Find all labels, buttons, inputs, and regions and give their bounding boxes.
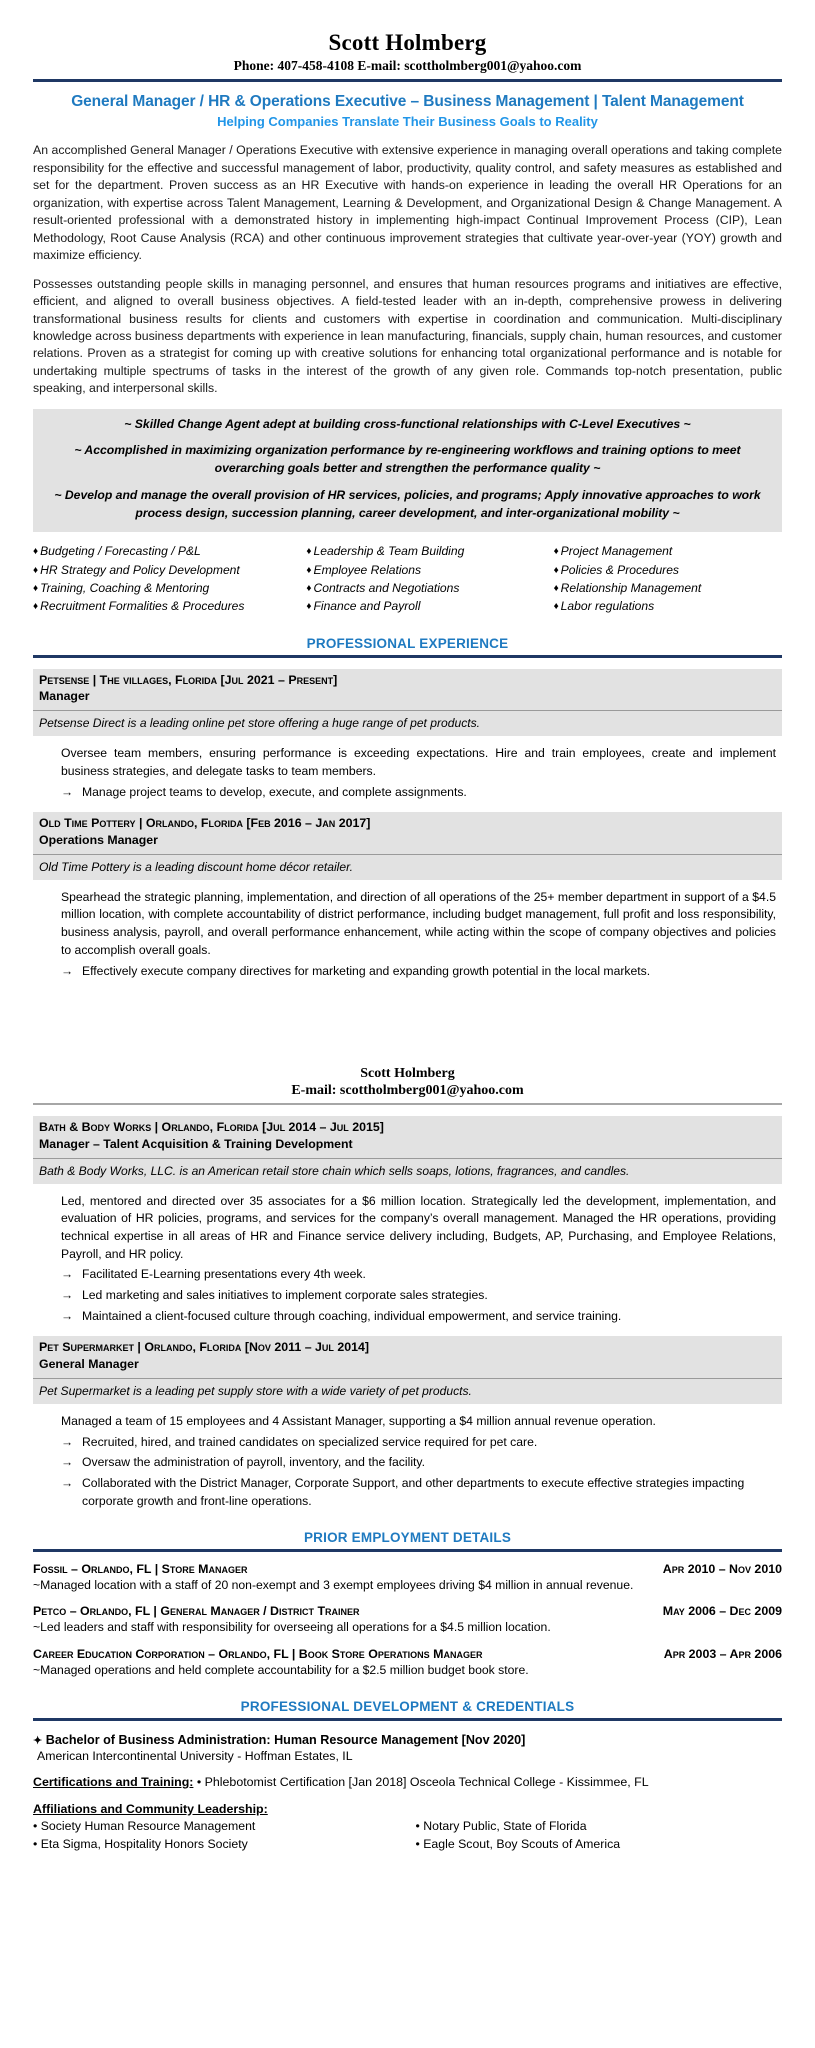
summary-paragraph-1: An accomplished General Manager / Operations Executive with extensive experience in managing overall operations and taking complete responsibility for the effective and successful management of labor, productivity, quality control, and safety measures as established and set for the department. Proven success as an HR Executive with hands-on experience in leading the overall HR Operations for an organization, with expertise across Talent Management, Learning & Development, and Organizational Design & Change Management. A result-oriented professional with a demonstrated history in implementing high-impact Continual Improvement Process (CIP), Lean Methodology, Root Cause Analysis (RCA) and other continuous improvement strategies that cultivate year-over-year (YOY) growth and maximize efficiency.	[33, 143, 782, 263]
competency-label: Relationship Management	[560, 580, 702, 595]
competency-item	[33, 597, 306, 615]
bullet-dot-icon: ♦	[553, 601, 559, 613]
page-two-running-header	[33, 1066, 782, 1099]
page-two-name: Scott Holmberg	[360, 1066, 455, 1082]
bullet-dot-icon: ♦	[553, 546, 559, 558]
affiliation-item: • Eta Sigma, Hospitality Honors Society	[33, 1837, 248, 1852]
prior-employment-title: Fossil – Orlando, FL | Store Manager	[33, 1562, 248, 1577]
arrow-right-icon: →	[61, 1434, 74, 1449]
prior-employment-row	[33, 1562, 782, 1576]
job-bullets	[61, 1434, 776, 1511]
competency-label: Project Management	[560, 544, 673, 559]
section-divider	[33, 655, 782, 658]
competency-item	[33, 542, 306, 560]
competency-item	[306, 561, 553, 579]
highlight-statement: ~ Accomplished in maximizing organization performance by re-engineering workflows and training options to meet overarching goals better and strengthen the performance quality ~	[74, 443, 741, 476]
job-description: Spearhead the strategic planning, implementation, and direction of all operations of the 25+ member department in support of a $4.5 million location, with complete accountability of district performance, including budget management, full profit and loss responsibility, business analysis, payroll, and overall performance enhancement, while acting within the scope of company objectives and policies to accomplish overall goals.	[61, 889, 776, 957]
competency-label: Finance and Payroll	[313, 599, 421, 614]
bullet-dot-icon: ♦	[33, 582, 39, 594]
job-bullets	[61, 1266, 776, 1325]
prior-employment-entry	[33, 1604, 782, 1636]
job-company-blurb: Petsense Direct is a leading online pet store offering a huge range of pet products.	[33, 710, 782, 736]
job-company-blurb: Pet Supermarket is a leading pet supply store with a wide variety of pet products.	[33, 1378, 782, 1404]
bullet-dot-icon: ♦	[306, 546, 312, 558]
candidate-name: Scott Holmberg	[328, 30, 487, 55]
degree-line	[33, 1733, 782, 1747]
competency-label: Budgeting / Forecasting / P&L	[40, 544, 201, 559]
section-divider	[33, 1718, 782, 1721]
competency-item	[33, 579, 306, 597]
prior-employment-dates: May 2006 – Dec 2009	[662, 1604, 782, 1619]
job-organization: Bath & Body Works | Orlando, Florida [Jul 2014 – Jul 2015]	[39, 1120, 384, 1135]
job-entry	[33, 1116, 782, 1325]
competency-column-2	[306, 542, 553, 616]
affiliation-item: • Society Human Resource Management	[33, 1818, 256, 1833]
page-two-divider	[33, 1103, 782, 1105]
job-header	[33, 1116, 782, 1157]
professional-summary	[33, 142, 782, 397]
competency-column-3	[554, 542, 782, 616]
arrow-right-icon: →	[61, 1288, 74, 1303]
job-bullet-text: Led marketing and sales initiatives to implement corporate sales strategies.	[82, 1288, 488, 1303]
summary-paragraph-2: Possesses outstanding people skills in managing personnel, and ensures that human resources programs and initiatives are effective, efficient, and aligned to overall business objectives. A field-tested leader with an in-depth, comprehensive prowess in delivering transformational business results for clients and customers with expertise in coordination and communication. Multi-disciplinary knowledge across business departments with experience in lean manufacturing, financials, supply chain, human resources, and customer relations. Proven as a strategist for coming up with creative solutions for enhancing total organizational performance and is notable for undertaking multiple spectrums of tasks in the interest of the growth of any given role. Commands top-notch presentation, public speaking, and interpersonal skills.	[33, 276, 782, 396]
bullet-dot-icon: ♦	[306, 582, 312, 594]
job-bullet	[61, 1454, 776, 1472]
job-body	[33, 880, 782, 980]
job-role: Operations Manager	[39, 832, 158, 847]
job-bullet-text: Manage project teams to develop, execute, and complete assignments.	[82, 784, 467, 799]
bullet-dot-icon: ♦	[553, 582, 559, 594]
affiliations-column-right	[408, 1817, 791, 1854]
school-name: American Intercontinental University - Hoffman Estates, IL	[37, 1748, 353, 1763]
prior-employment-description: ~Led leaders and staff with responsibility for overseeing all operations for a $4.5 million location.	[33, 1620, 551, 1635]
section-heading-professional-experience: PROFESSIONAL EXPERIENCE	[306, 635, 509, 651]
credentials-block	[33, 1733, 782, 1854]
job-bullet-text: Oversaw the administration of payroll, inventory, and the facility.	[82, 1455, 425, 1470]
arrow-right-icon: →	[61, 963, 74, 978]
affiliation-item: • Eagle Scout, Boy Scouts of America	[415, 1837, 621, 1852]
job-company-blurb: Old Time Pottery is a leading discount home décor retailer.	[33, 854, 782, 880]
job-bullets	[61, 963, 776, 981]
job-header	[33, 812, 782, 853]
prior-employment-entry	[33, 1647, 782, 1679]
job-bullet	[61, 1434, 776, 1452]
degree-text: Bachelor of Business Administration: Human Resource Management [Nov 2020]	[45, 1732, 526, 1747]
job-role: General Manager	[39, 1356, 139, 1371]
job-role: Manager – Talent Acquisition & Training Development	[39, 1136, 353, 1151]
competency-column-1	[33, 542, 306, 616]
resume-header	[33, 0, 782, 74]
competency-label: Recruitment Formalities & Procedures	[40, 599, 245, 614]
prior-employment-row	[33, 1604, 782, 1618]
job-header	[33, 1336, 782, 1377]
bullet-dot-icon: ♦	[33, 564, 39, 576]
job-body	[33, 736, 782, 801]
page-two-email: E-mail: scottholmberg001@yahoo.com	[291, 1083, 524, 1099]
bullet-dot-icon: ♦	[553, 564, 559, 576]
affiliations-column-left	[33, 1817, 408, 1854]
job-organization: Old Time Pottery | Orlando, Florida [Feb 2016 – Jan 2017]	[39, 816, 371, 831]
job-role: Manager	[39, 689, 90, 704]
job-description: Oversee team members, ensuring performance is exceeding expectations. Hire and train employees, create and implement business strategies, and delegate tasks to team members.	[61, 746, 776, 778]
highlight-statement: ~ Skilled Change Agent adept at building cross-functional relationships with C-Level Executives ~	[124, 416, 691, 431]
competency-item	[33, 561, 306, 579]
job-body	[33, 1184, 782, 1326]
job-company-blurb: Bath & Body Works, LLC. is an American retail store chain which sells soaps, lotions, fragrances, and candles.	[33, 1158, 782, 1184]
prior-employment-description: ~Managed location with a staff of 20 non-exempt and 3 exempt employees driving $4 million in annual revenue.	[33, 1578, 634, 1593]
job-header	[33, 669, 782, 710]
job-bullets	[61, 784, 776, 802]
highlight-statement: ~ Develop and manage the overall provision of HR services, policies, and programs; Apply innovative approaches to work process design, succession planning, career development, and inter-organizational mobility ~	[54, 487, 761, 520]
competency-item	[306, 579, 553, 597]
job-bullet	[61, 784, 776, 802]
section-divider	[33, 1549, 782, 1552]
job-bullet-text: Maintained a client-focused culture through coaching, individual empowerment, and service training.	[82, 1308, 622, 1323]
job-organization: Pet Supermarket | Orlando, Florida [Nov 2011 – Jul 2014]	[39, 1340, 370, 1355]
job-entry	[33, 1336, 782, 1510]
competency-label: Policies & Procedures	[560, 562, 679, 577]
job-body	[33, 1404, 782, 1510]
prior-employment-title: Petco – Orlando, FL | General Manager / District Trainer	[33, 1604, 360, 1619]
competency-label: Employee Relations	[313, 562, 422, 577]
highlight-statements	[33, 409, 782, 532]
competency-item	[306, 597, 553, 615]
job-bullet-text: Effectively execute company directives for marketing and expanding growth potential in the local markets.	[82, 963, 651, 978]
certifications-label: Certifications and Training:	[33, 1774, 194, 1789]
prior-employment-title: Career Education Corporation – Orlando, FL | Book Store Operations Manager	[33, 1646, 483, 1661]
affiliations-label: Affiliations and Community Leadership:	[33, 1801, 268, 1816]
professional-headline: General Manager / HR & Operations Executive – Business Management | Talent Management	[71, 93, 744, 111]
header-divider	[33, 79, 782, 82]
bullet-dot-icon: ♦	[306, 564, 312, 576]
candidate-contact: Phone: 407-458-4108 E-mail: scottholmberg001@yahoo.com	[233, 58, 582, 74]
prior-employment-description: ~Managed operations and held complete accountability for a $2.5 million budget book store.	[33, 1662, 529, 1677]
professional-tagline: Helping Companies Translate Their Business Goals to Reality	[217, 114, 598, 130]
competency-label: Labor regulations	[560, 599, 655, 614]
certifications-value: • Phlebotomist Certification [Jan 2018] Osceola Technical College - Kissimmee, FL	[193, 1774, 649, 1789]
competency-item	[554, 561, 782, 579]
job-bullet-text: Facilitated E-Learning presentations every 4th week.	[82, 1267, 366, 1282]
job-bullet-text: Recruited, hired, and trained candidates on specialized service required for pet care.	[82, 1434, 538, 1449]
job-entry	[33, 669, 782, 802]
arrow-right-icon: →	[61, 1308, 74, 1323]
core-competencies	[33, 542, 782, 616]
job-bullet-text: Collaborated with the District Manager, Corporate Support, and other departments to execute effective strategies impacting corporate growth and front-line operations.	[82, 1476, 745, 1508]
affiliations-grid	[33, 1817, 782, 1854]
prior-employment-row	[33, 1647, 782, 1661]
job-bullet	[61, 1475, 776, 1510]
arrow-right-icon: →	[61, 1476, 74, 1491]
prior-employment-entry	[33, 1562, 782, 1594]
competency-label: Leadership & Team Building	[313, 544, 465, 559]
section-heading-prior-employment: PRIOR EMPLOYMENT DETAILS	[303, 1530, 512, 1546]
job-organization: Petsense | The villages, Florida [Jul 2021 – Present]	[39, 672, 338, 687]
section-heading-professional-development: PROFESSIONAL DEVELOPMENT & CREDENTIALS	[240, 1698, 575, 1714]
arrow-right-icon: →	[61, 1267, 74, 1282]
job-description: Managed a team of 15 employees and 4 Assistant Manager, supporting a $4 million annual revenue operation.	[61, 1413, 656, 1428]
competency-item	[554, 579, 782, 597]
bullet-dot-icon: ♦	[33, 546, 39, 558]
arrow-right-icon: →	[61, 784, 74, 799]
job-description: Led, mentored and directed over 35 associates for a $6 million location. Strategically led the development, implementation, and evaluation of HR policies, programs, and services for the company’s overall management. Managed the HR operations, providing technical expertise in all areas of HR and Finance service delivery including, Budgets, AP, Purchasing, and Employee Relations, Payroll, and HR policy.	[61, 1193, 776, 1261]
job-bullet	[61, 1266, 776, 1284]
affiliation-item: • Notary Public, State of Florida	[415, 1818, 587, 1833]
bullet-dot-icon: ♦	[306, 601, 312, 613]
job-bullet	[61, 1287, 776, 1305]
prior-employment-dates: Apr 2003 – Apr 2006	[663, 1646, 782, 1661]
job-bullet	[61, 963, 776, 981]
bullet-dot-icon: ✦	[33, 1734, 43, 1747]
competency-item	[306, 542, 553, 560]
competency-item	[554, 597, 782, 615]
certifications-line	[33, 1775, 782, 1789]
competency-item	[554, 542, 782, 560]
job-entry	[33, 812, 782, 980]
competency-label: HR Strategy and Policy Development	[40, 562, 240, 577]
bullet-dot-icon: ♦	[33, 601, 39, 613]
competency-label: Training, Coaching & Mentoring	[40, 580, 210, 595]
prior-employment-dates: Apr 2010 – Nov 2010	[662, 1562, 782, 1577]
arrow-right-icon: →	[61, 1455, 74, 1470]
competency-label: Contracts and Negotiations	[313, 580, 460, 595]
job-bullet	[61, 1308, 776, 1326]
